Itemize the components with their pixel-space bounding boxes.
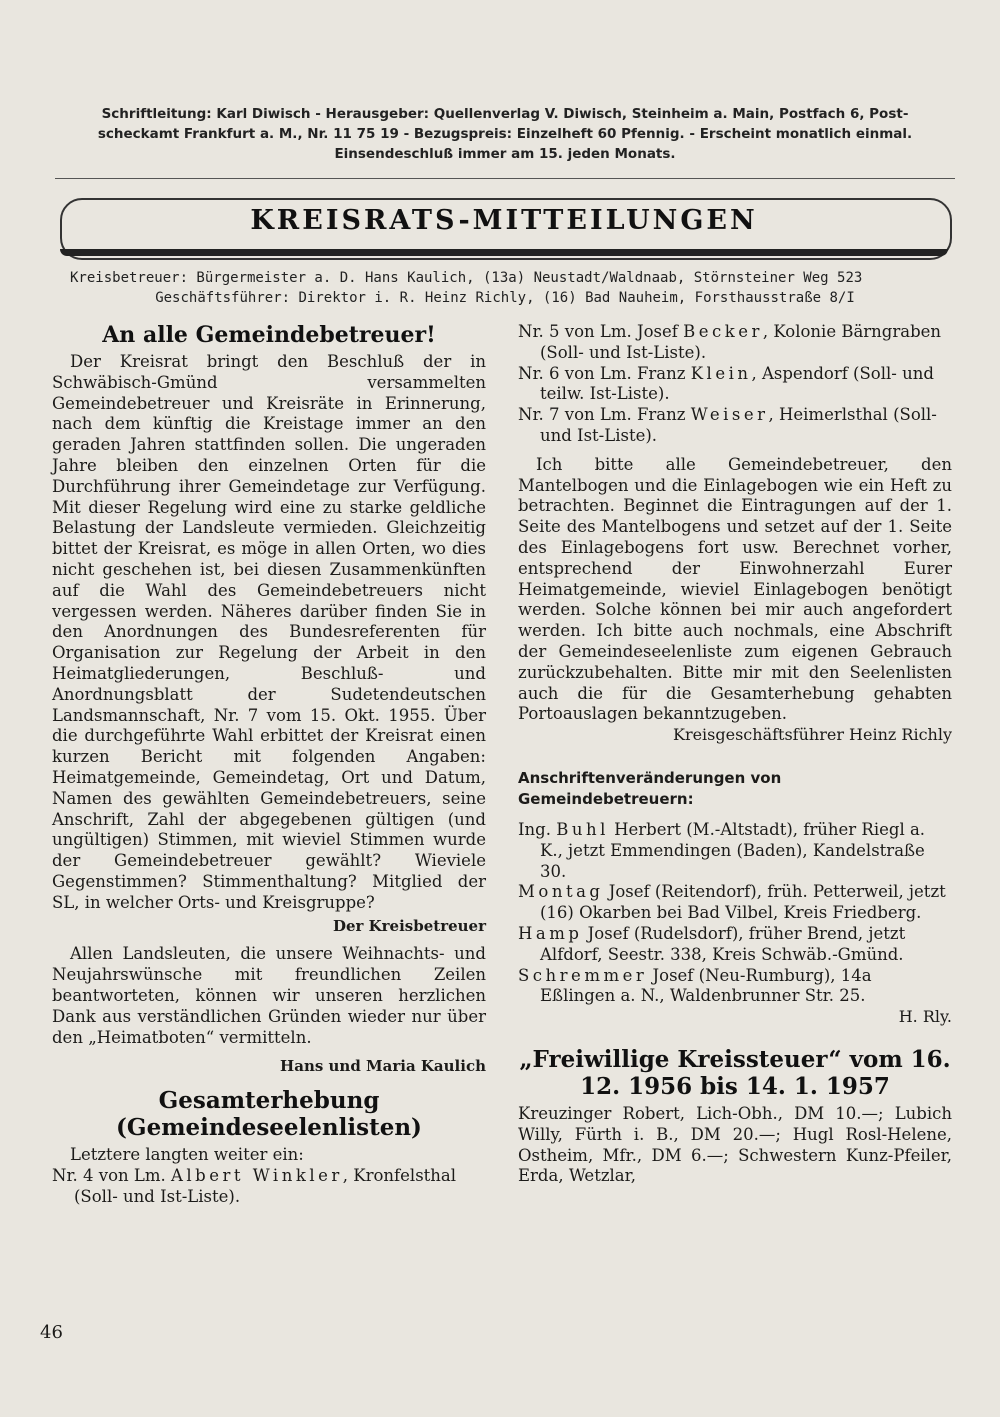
entry-name: Montag (518, 882, 604, 902)
right-column (518, 322, 952, 1187)
article-signature: Kreisgeschäftsführer Heinz Richly (672, 725, 952, 745)
greetings-body: Allen Landsleuten, die unsere Weihnachts- und Neujahrswünsche mit freundlichen Zeilen beantworteten, können wir unseren herzlichen Dank aus verständlichen Gründen wieder nur über den „Heimatboten“ vermitteln. (52, 944, 486, 1047)
entry-prefix: Nr. 6 von Lm. Franz (518, 363, 686, 383)
entry-name: Becker (683, 322, 763, 341)
entry-rest: Josef (Reitendorf), früh. Petterweil, jetzt (16) Okarben bei Bad Vilbel, Kreis Friedberg. (540, 882, 946, 923)
list-item (518, 364, 952, 406)
left-column (52, 322, 486, 1207)
article-signature: Der Kreisbetreuer (332, 916, 486, 935)
entry-name: Klein (690, 363, 752, 383)
officer-line: Kreisbetreuer: Bürgermeister a. D. Hans Kaulich, (13a) Neustadt/Waldnaab, Störnsteiner Weg 523 (70, 270, 863, 286)
address-entry (518, 924, 952, 966)
list-item (518, 322, 952, 364)
address-entry (518, 820, 952, 882)
entry-name: Schremmer (518, 965, 648, 985)
banner-underline (60, 249, 948, 256)
officer-line: Geschäftsführer: Direktor i. R. Heinz Richly, (16) Bad Nauheim, Forsthausstraße 8/I (155, 290, 855, 306)
entry-rest: , Kolonie Bärngraben (Soll- und Ist-Liste). (540, 322, 942, 362)
addresses-heading: Anschriftenveränderungen von Gemeindebetreuern: (518, 768, 782, 808)
article-body: Ich bitte alle Gemeindebetreuer, den Mantelbogen und die Einlagebogen wie ein Heft zu betrachten. Beginnet die Eintragungen auf der 1. Seite des Mantelbogens und setzet auf der 1. Seite des Einlagebogens fort usw. Berechnet vorher, entsprechend der Einwohnerzahl Eurer Heimatgemeinde, wieviel Einlagebogen benötigt werden. Solche können bei mir auch angefordert werden. Ich bitte auch nochmals, eine Abschrift der Gemeindeseelenliste zum eigenen Gebrauch zurückzubehalten. Bitte mir mit den Seelenlisten auch die für die Gesamterhebung gehabten Portoauslagen bekanntzugeben. (518, 454, 952, 724)
entry-prefix: Nr. 4 von Lm. (52, 1165, 166, 1185)
page-number: 46 (40, 1322, 63, 1343)
article-heading: Gesamterhebung (Gemeindeseelenlisten) (116, 1087, 422, 1142)
entry-rest: Josef (Neu-Rumburg), 14a Eßlingen a. N., Waldenbrunner Str. 25. (540, 965, 872, 1006)
entry-prefix: Nr. 7 von Lm. Franz (518, 405, 686, 425)
masthead (60, 104, 950, 164)
address-entry (518, 882, 952, 924)
masthead-line: Schriftleitung: Karl Diwisch - Herausgeber: Quellenverlag V. Diwisch, Steinheim a. Main, Postfach 6, Post- (101, 106, 909, 122)
divider (55, 178, 955, 179)
article-body: Der Kreisrat bringt den Beschluß der in Schwäbisch-Gmünd versammelten Gemeindebetreuer und Kreisräte in Erinnerung, nach dem künftig die Kreistage immer an den geraden Jahren stattfinden sollen. Die ungeraden Jahre bleiben den einzelnen Orten für die Durchführung ihrer Gemeindetage zur Verfügung. Mit dieser Regelung wird eine zu starke geldliche Belastung der Landsleute vermieden. Gleichzeitig bittet der Kreisrat, es möge in allen Orten, wo dies nicht geschehen ist, bei diesen Zusammenkünften auf die Wahl des Gemeindebetreuers nicht vergessen werden. Näheres darüber finden Sie in den Anordnungen des Bundesreferenten für Organisation zur Regelung der Arbeit in den Heimatgliederungen, Beschluß- und Anordnungsblatt der Sudetendeutschen Landsmannschaft, Nr. 7 vom 15. Okt. 1955. Über die durchgeführte Wahl erbittet der Kreisrat einen kurzen Bericht mit folgenden Angaben: Heimatgemeinde, Gemeindetag, Ort und Datum, Namen des gewählten Gemeindebetreuers, seine Anschrift, Zahl der abgegebenen gültigen (und ungültigen) Stimmen, mit wieviel Stimmen wurde der Gemeindebetreuer gewählt? Wieviele Gegenstimmen? Stimmenthaltung? Mitglied der SL, in welcher Orts- und Kreisgruppe? (52, 352, 486, 912)
entry-name: Albert Winkler (170, 1165, 343, 1185)
masthead-line: Einsendeschluß immer am 15. jeden Monats. (334, 146, 676, 162)
entry-rest: , Aspendorf (Soll- und teilw. Ist-Liste). (540, 363, 934, 404)
address-entry (518, 966, 952, 1008)
entry-rest: , Kronfelsthal (Soll- und Ist-Liste). (74, 1165, 457, 1206)
entry-name: Weiser (690, 405, 769, 425)
entry-name: Buhl (556, 819, 609, 839)
greetings-signature: Hans und Maria Kaulich (280, 1057, 486, 1076)
entry-rest: Herbert (M.-Altstadt), früher Riegl a. K., jetzt Emmendingen (Baden), Kandelstraße 30. (540, 819, 926, 881)
entry-name: Hamp (518, 923, 583, 943)
entry-lead: Ing. (518, 819, 551, 839)
masthead-line: scheckamt Frankfurt a. M., Nr. 11 75 19 - Bezugspreis: Einzelheft 60 Pfennig. - Erscheint monatlich einmal. (97, 126, 913, 142)
entry-rest: , Heimerlsthal (Soll- und Ist-Liste). (540, 405, 937, 445)
entry-rest: Josef (Rudelsdorf), früher Brend, jetzt Alfdorf, Seestr. 338, Kreis Schwäb.-Gmünd. (540, 923, 906, 964)
section-title: KREISRATS-MITTEILUNGEN (250, 205, 758, 236)
tax-body: Kreuzinger Robert, Lich-Obh., DM 10.—; Lubich Willy, Fürth i. B., DM 20.—; Hugl Rosl-Helene, Ostheim, Mfr., DM 6.—; Schwestern Kunz-Pfeiler, Erda, Wetzlar, (518, 1103, 952, 1186)
addresses-signature: H. Rly. (898, 1007, 952, 1027)
article-intro: Letztere langten weiter ein: (70, 1145, 304, 1165)
article-heading: An alle Gemeindebetreuer! (102, 322, 436, 348)
entry-prefix: Nr. 5 von Lm. Josef (518, 322, 678, 341)
officers-block (70, 268, 940, 308)
list-item (518, 405, 952, 447)
list-item (52, 1166, 486, 1208)
tax-heading: „Freiwillige Kreissteuer“ vom 16. 12. 1956 bis 14. 1. 1957 (519, 1045, 951, 1100)
